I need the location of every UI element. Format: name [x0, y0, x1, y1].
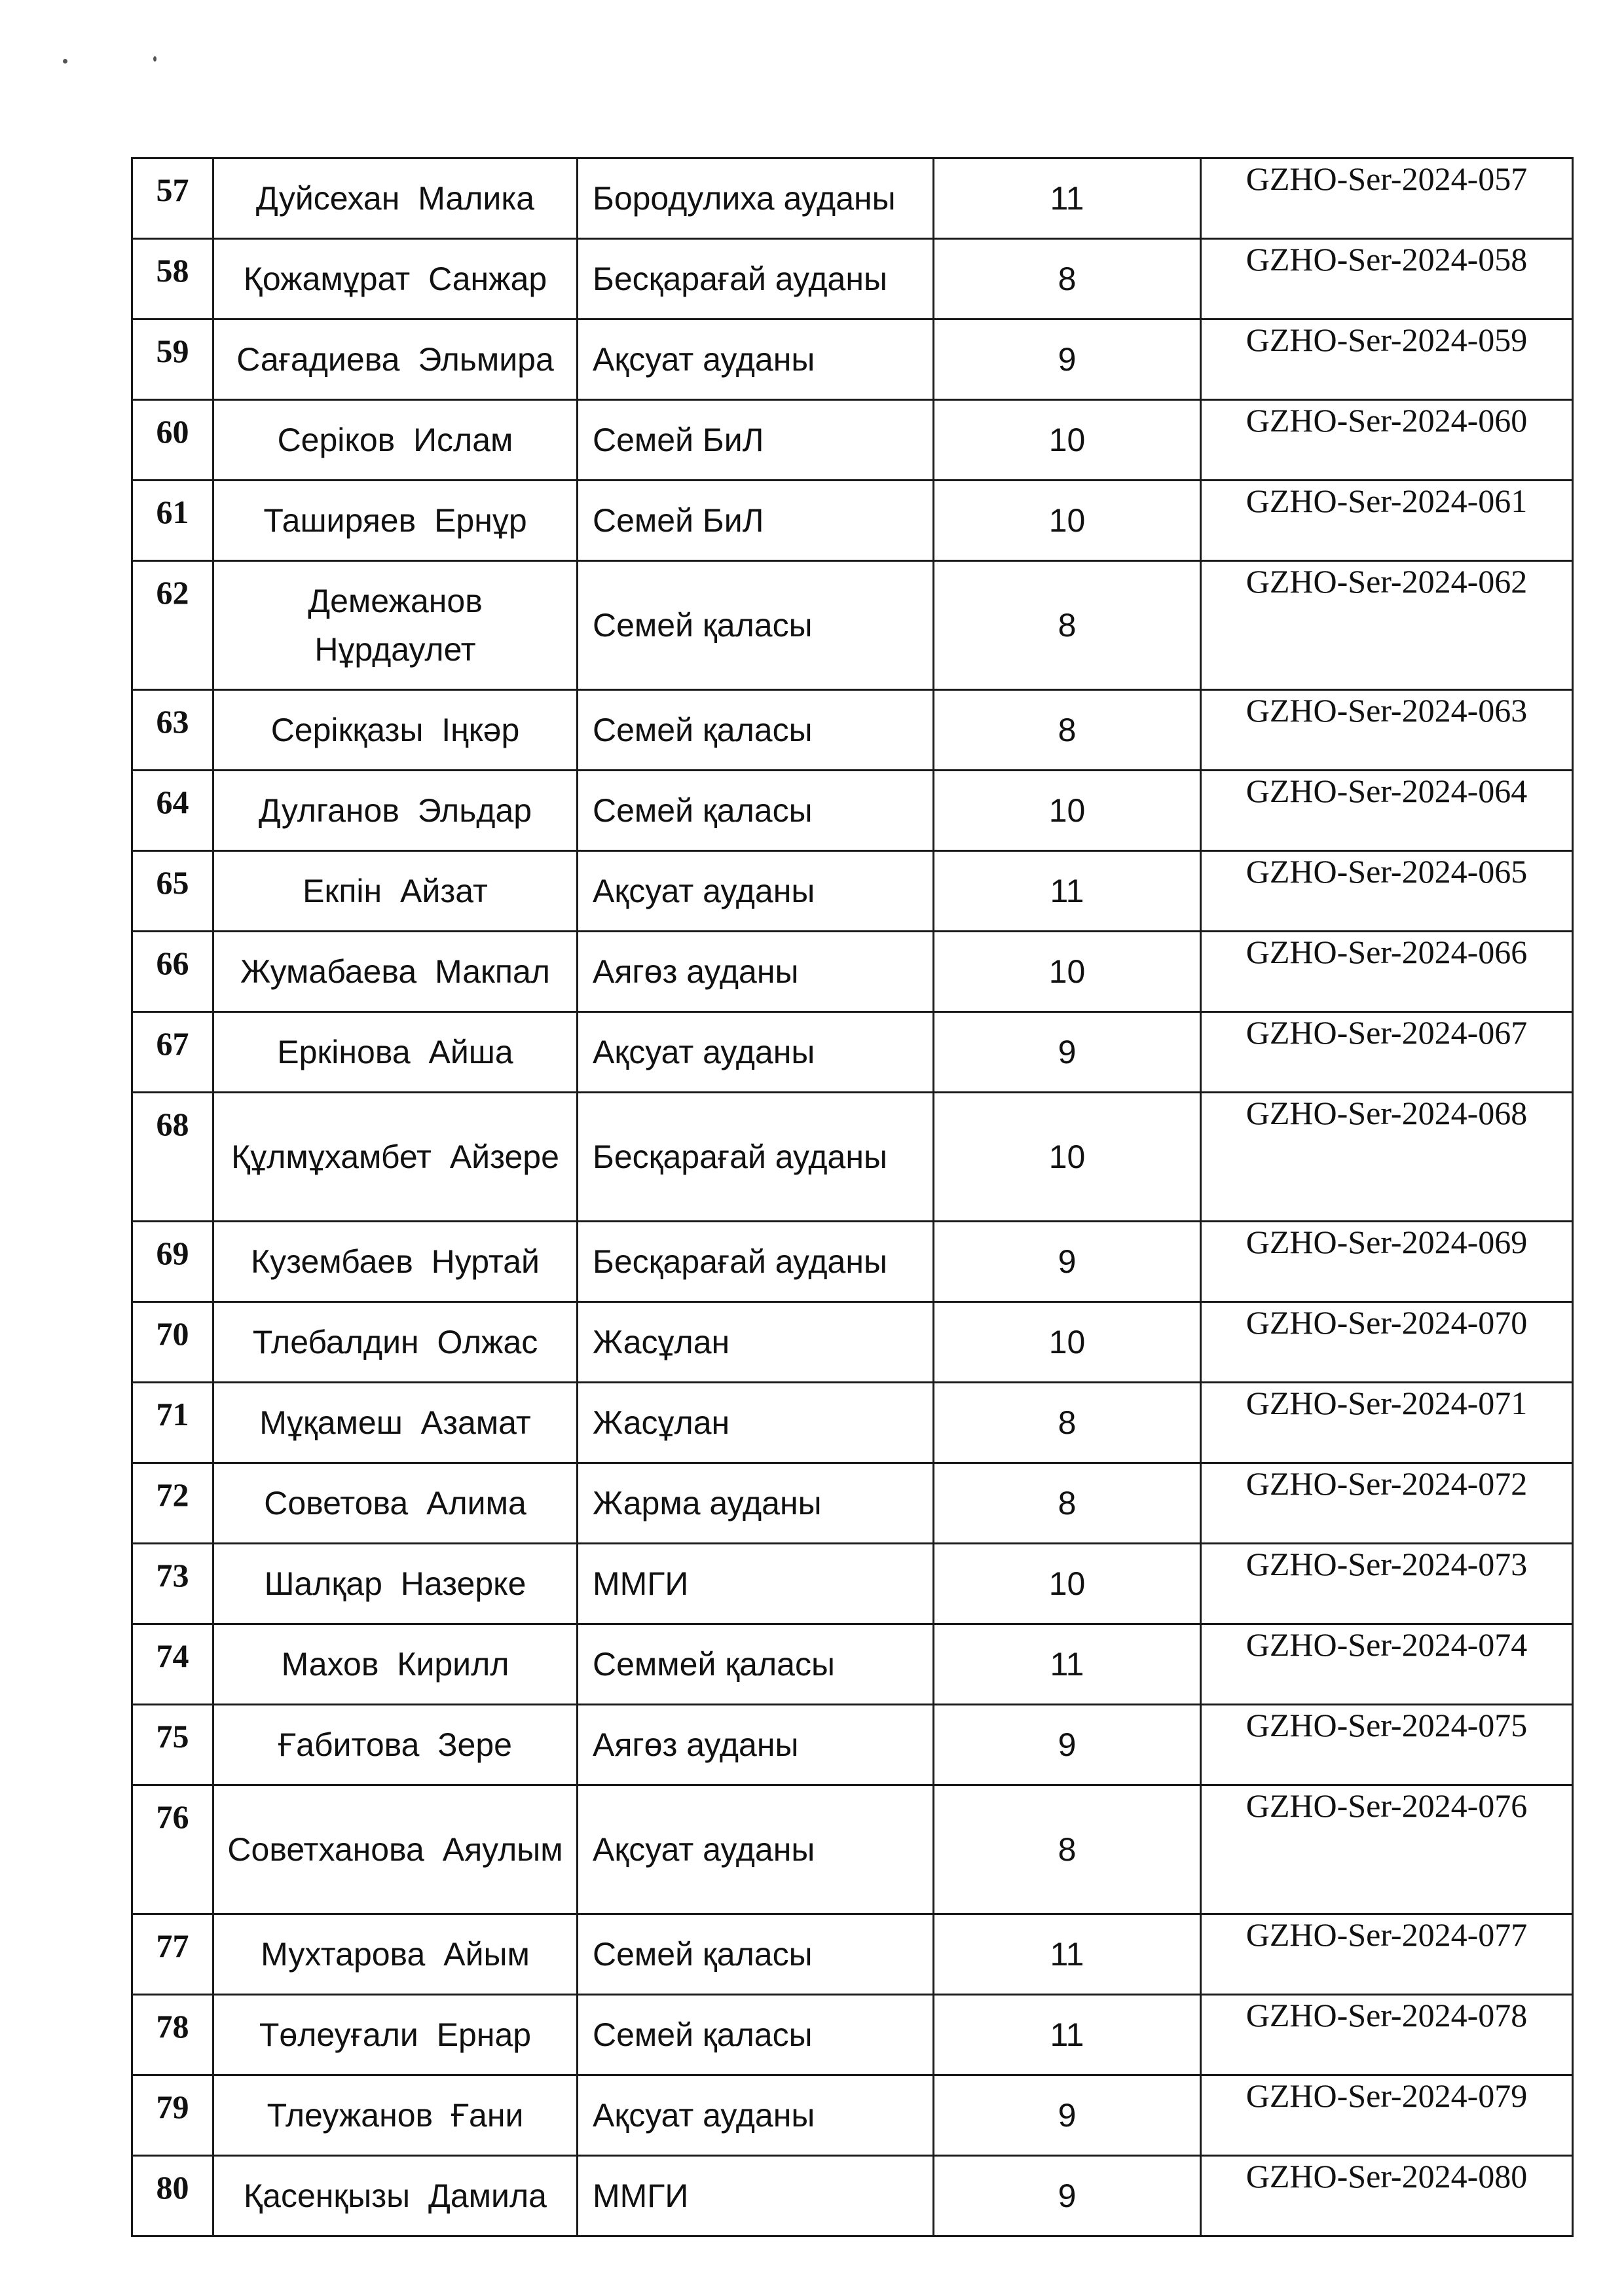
participant-name: Таширяев Ернұр — [213, 481, 578, 561]
participant-grade: 10 — [934, 771, 1201, 851]
participant-region: Семей БиЛ — [578, 400, 934, 481]
row-number: 71 — [132, 1383, 213, 1463]
row-number: 77 — [132, 1914, 213, 1995]
participant-region: Бородулиха ауданы — [578, 158, 934, 239]
table-row — [132, 1012, 1573, 1093]
table-row — [132, 690, 1573, 771]
participant-region: Бесқарағай ауданы — [578, 239, 934, 319]
row-number: 67 — [132, 1012, 213, 1093]
participant-name: Демежанов Нұрдаулет — [213, 561, 578, 690]
row-number: 73 — [132, 1544, 213, 1624]
table-row — [132, 481, 1573, 561]
row-number: 76 — [132, 1785, 213, 1914]
table-row — [132, 1785, 1573, 1914]
certificate-code: GZHO-Ser-2024-080 — [1201, 2156, 1573, 2236]
certificate-code: GZHO-Ser-2024-061 — [1201, 481, 1573, 561]
table-row — [132, 851, 1573, 932]
participant-name: Қожамұрат Санжар — [213, 239, 578, 319]
row-number: 65 — [132, 851, 213, 932]
participant-region: Ақсуат ауданы — [578, 1785, 934, 1914]
participant-region: Аягөз ауданы — [578, 1705, 934, 1785]
certificate-code: GZHO-Ser-2024-057 — [1201, 158, 1573, 239]
table-row — [132, 158, 1573, 239]
row-number: 79 — [132, 2075, 213, 2156]
participant-name: Мұқамеш Азамат — [213, 1383, 578, 1463]
table-row — [132, 2156, 1573, 2236]
participant-name: Махов Кирилл — [213, 1624, 578, 1705]
certificate-code: GZHO-Ser-2024-071 — [1201, 1383, 1573, 1463]
participant-grade: 8 — [934, 1785, 1201, 1914]
participant-name: Жумабаева Макпал — [213, 932, 578, 1012]
certificate-code: GZHO-Ser-2024-058 — [1201, 239, 1573, 319]
certificate-code: GZHO-Ser-2024-068 — [1201, 1093, 1573, 1222]
certificate-code: GZHO-Ser-2024-076 — [1201, 1785, 1573, 1914]
table-row — [132, 1544, 1573, 1624]
certificate-code: GZHO-Ser-2024-072 — [1201, 1463, 1573, 1544]
scan-speck — [153, 56, 157, 62]
certificate-code: GZHO-Ser-2024-067 — [1201, 1012, 1573, 1093]
certificate-code: GZHO-Ser-2024-075 — [1201, 1705, 1573, 1785]
participant-region: Жасұлан — [578, 1302, 934, 1383]
participant-grade: 10 — [934, 481, 1201, 561]
table-row — [132, 239, 1573, 319]
participant-name: Советова Алима — [213, 1463, 578, 1544]
participant-region: Жасұлан — [578, 1383, 934, 1463]
participant-name: Сағадиева Эльмира — [213, 319, 578, 400]
participant-region: Жарма ауданы — [578, 1463, 934, 1544]
participant-grade: 11 — [934, 1995, 1201, 2075]
participant-grade: 9 — [934, 1012, 1201, 1093]
participant-name: Шалқар Назерке — [213, 1544, 578, 1624]
row-number: 57 — [132, 158, 213, 239]
participant-region: Семей БиЛ — [578, 481, 934, 561]
certificate-code: GZHO-Ser-2024-064 — [1201, 771, 1573, 851]
participant-grade: 8 — [934, 1383, 1201, 1463]
participant-grade: 9 — [934, 2075, 1201, 2156]
row-number: 61 — [132, 481, 213, 561]
row-number: 75 — [132, 1705, 213, 1785]
participant-grade: 10 — [934, 1302, 1201, 1383]
participant-grade: 8 — [934, 690, 1201, 771]
participant-grade: 9 — [934, 1222, 1201, 1302]
table-row — [132, 1222, 1573, 1302]
participant-grade: 11 — [934, 1624, 1201, 1705]
row-number: 62 — [132, 561, 213, 690]
table-row — [132, 1383, 1573, 1463]
participant-region: Аягөз ауданы — [578, 932, 934, 1012]
certificate-code: GZHO-Ser-2024-079 — [1201, 2075, 1573, 2156]
participant-grade: 8 — [934, 561, 1201, 690]
participant-grade: 8 — [934, 1463, 1201, 1544]
row-number: 74 — [132, 1624, 213, 1705]
participant-grade: 8 — [934, 239, 1201, 319]
participant-name: Төлеуғали Ернар — [213, 1995, 578, 2075]
participant-name: Дулганов Эльдар — [213, 771, 578, 851]
participant-name: Серіков Ислам — [213, 400, 578, 481]
participant-grade: 10 — [934, 400, 1201, 481]
certificate-code: GZHO-Ser-2024-066 — [1201, 932, 1573, 1012]
participant-grade: 10 — [934, 1093, 1201, 1222]
participant-region: ММГИ — [578, 2156, 934, 2236]
participant-region: Бесқарағай ауданы — [578, 1093, 934, 1222]
participant-region: Ақсуат ауданы — [578, 851, 934, 932]
participant-name: Мухтарова Айым — [213, 1914, 578, 1995]
certificate-code: GZHO-Ser-2024-065 — [1201, 851, 1573, 932]
table-row — [132, 561, 1573, 690]
participant-region: Семей қаласы — [578, 771, 934, 851]
participant-grade: 10 — [934, 1544, 1201, 1624]
participant-name: Екпін Айзат — [213, 851, 578, 932]
participant-region: Ақсуат ауданы — [578, 2075, 934, 2156]
row-number: 68 — [132, 1093, 213, 1222]
participant-grade: 11 — [934, 851, 1201, 932]
row-number: 63 — [132, 690, 213, 771]
table-row — [132, 1093, 1573, 1222]
participant-grade: 9 — [934, 1705, 1201, 1785]
participant-grade: 9 — [934, 319, 1201, 400]
row-number: 64 — [132, 771, 213, 851]
row-number: 58 — [132, 239, 213, 319]
participant-region: Семей қаласы — [578, 561, 934, 690]
table-row — [132, 1995, 1573, 2075]
participant-name: Кузембаев Нуртай — [213, 1222, 578, 1302]
participant-name: Ғабитова Зере — [213, 1705, 578, 1785]
participant-region: Ақсуат ауданы — [578, 1012, 934, 1093]
participant-name: Серікқазы Іңкәр — [213, 690, 578, 771]
participant-grade: 11 — [934, 1914, 1201, 1995]
row-number: 78 — [132, 1995, 213, 2075]
participant-region: Бесқарағай ауданы — [578, 1222, 934, 1302]
row-number: 60 — [132, 400, 213, 481]
row-number: 80 — [132, 2156, 213, 2236]
table-row — [132, 1463, 1573, 1544]
participants-table — [131, 157, 1574, 2237]
table-row — [132, 1705, 1573, 1785]
participant-name: Тлебалдин Олжас — [213, 1302, 578, 1383]
table-row — [132, 771, 1573, 851]
certificate-code: GZHO-Ser-2024-078 — [1201, 1995, 1573, 2075]
participant-grade: 11 — [934, 158, 1201, 239]
participant-name: Тлеужанов Ғани — [213, 2075, 578, 2156]
table-row — [132, 1914, 1573, 1995]
participant-name: Еркінова Айша — [213, 1012, 578, 1093]
table-row — [132, 319, 1573, 400]
participant-name: Дуйсехан Малика — [213, 158, 578, 239]
certificate-code: GZHO-Ser-2024-070 — [1201, 1302, 1573, 1383]
certificate-code: GZHO-Ser-2024-069 — [1201, 1222, 1573, 1302]
participant-region: ММГИ — [578, 1544, 934, 1624]
certificate-code: GZHO-Ser-2024-074 — [1201, 1624, 1573, 1705]
participant-region: Ақсуат ауданы — [578, 319, 934, 400]
participant-region: Семмей қаласы — [578, 1624, 934, 1705]
certificate-code: GZHO-Ser-2024-060 — [1201, 400, 1573, 481]
participant-region: Семей қаласы — [578, 1995, 934, 2075]
certificate-code: GZHO-Ser-2024-062 — [1201, 561, 1573, 690]
participant-grade: 10 — [934, 932, 1201, 1012]
table-row — [132, 400, 1573, 481]
certificate-code: GZHO-Ser-2024-077 — [1201, 1914, 1573, 1995]
row-number: 72 — [132, 1463, 213, 1544]
table-row — [132, 1624, 1573, 1705]
row-number: 70 — [132, 1302, 213, 1383]
row-number: 69 — [132, 1222, 213, 1302]
certificate-code: GZHO-Ser-2024-063 — [1201, 690, 1573, 771]
table-row — [132, 2075, 1573, 2156]
table-row — [132, 1302, 1573, 1383]
table-row — [132, 932, 1573, 1012]
participant-region: Семей қаласы — [578, 690, 934, 771]
row-number: 66 — [132, 932, 213, 1012]
row-number: 59 — [132, 319, 213, 400]
participants-table-body — [132, 158, 1573, 2236]
participant-name: Советханова Аяулым — [213, 1785, 578, 1914]
certificate-code: GZHO-Ser-2024-073 — [1201, 1544, 1573, 1624]
scan-speck — [63, 59, 67, 64]
participant-region: Семей қаласы — [578, 1914, 934, 1995]
participant-name: Қасенқызы Дамила — [213, 2156, 578, 2236]
certificate-code: GZHO-Ser-2024-059 — [1201, 319, 1573, 400]
participant-name: Құлмұхамбет Айзере — [213, 1093, 578, 1222]
participant-grade: 9 — [934, 2156, 1201, 2236]
